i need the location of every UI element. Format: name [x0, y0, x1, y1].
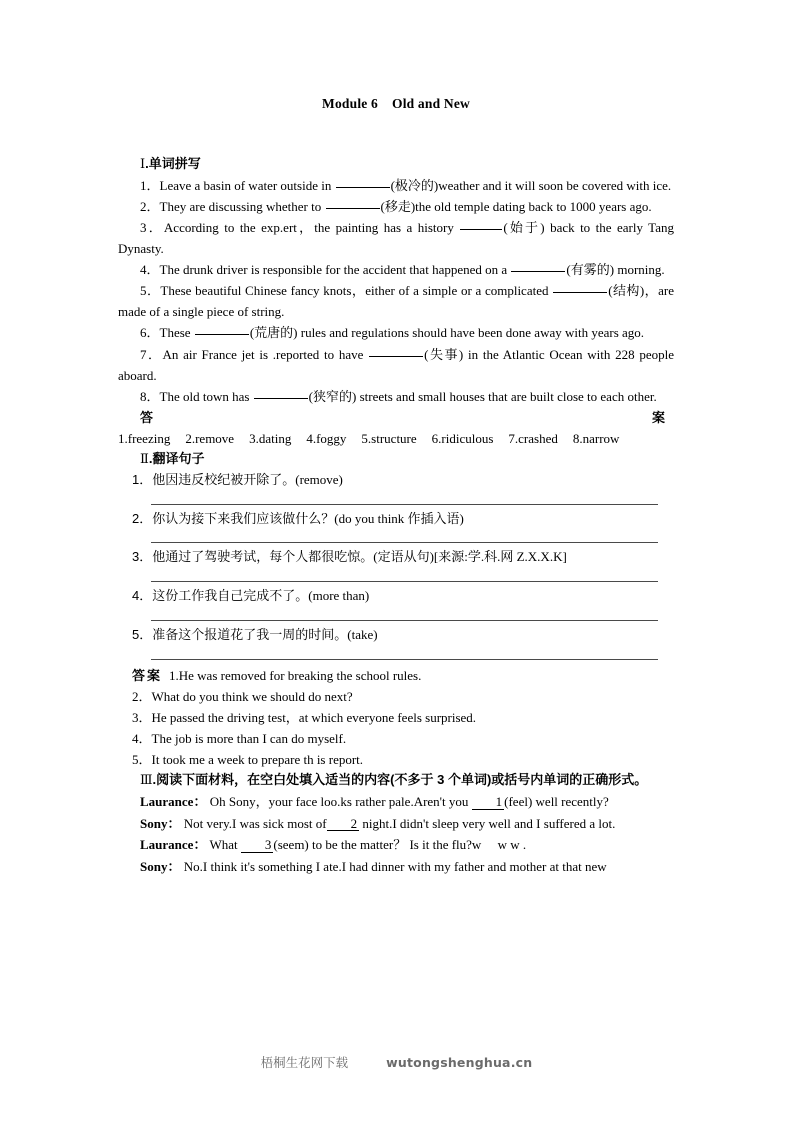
- translate-item: [118, 470, 674, 491]
- dialogue-text-before: Oh Sony，your face loo.ks rather pale.Aren't you: [206, 794, 472, 810]
- dialogue-text-after: night.I didn't sleep very well and I suffered a lot.: [359, 815, 616, 831]
- answer-item: 1.freezing: [118, 430, 171, 446]
- item-chinese: 这份工作我自己完成不了。: [152, 588, 309, 604]
- item-text-after: morning.: [614, 262, 665, 278]
- dialogue-speaker: Laurance: [140, 837, 194, 853]
- numbered-blank[interactable]: 1: [472, 795, 505, 810]
- answer-write-line[interactable]: [151, 659, 658, 660]
- section-2-answer-4: 4．The job is more than I can do myself.: [132, 731, 347, 747]
- fill-blank[interactable]: [369, 356, 423, 357]
- answer-item: 5.structure: [361, 430, 417, 446]
- answer-item: 4.foggy: [306, 430, 347, 446]
- item-number: 8．: [140, 388, 160, 404]
- item-text-before: These beautiful Chinese fancy knots，either of a simple or a complicated: [160, 283, 553, 299]
- item-text-before: Leave a basin of water outside in: [159, 178, 335, 194]
- section-1-heading: [118, 154, 674, 174]
- fill-blank[interactable]: [511, 271, 565, 272]
- item-text-before: They are discussing whether to: [159, 199, 325, 215]
- item-chinese: 他因违反校纪被开除了。: [152, 471, 296, 487]
- item-number: 7．: [140, 346, 163, 362]
- item-tag: (take): [347, 627, 378, 643]
- dialogue-text-after: (seem) to be the matter？ Is it the flu?w w w .: [273, 837, 527, 853]
- answer-write-line[interactable]: [151, 504, 658, 505]
- item-tag: (remove): [295, 471, 343, 487]
- dialogue-line: [118, 856, 674, 878]
- item-number: 1．: [132, 471, 153, 487]
- fill-blank[interactable]: [254, 398, 308, 399]
- spelling-item: [118, 217, 674, 259]
- translate-item: [118, 586, 674, 607]
- spelling-item: [118, 196, 674, 217]
- fill-blank[interactable]: [195, 334, 249, 335]
- spelling-item: [118, 259, 674, 280]
- item-chinese: 你认为接下来我们应该做什么？: [152, 510, 335, 526]
- dialogue-colon: ：: [167, 858, 181, 874]
- fill-blank[interactable]: [336, 187, 390, 188]
- dialogue-colon: ：: [193, 837, 207, 853]
- dialogue-text-before: Not very.I was sick most of: [180, 815, 327, 831]
- fill-blank[interactable]: [553, 292, 607, 293]
- item-text-before: According to the exp.ert，the painting has a history: [163, 220, 460, 236]
- item-number: 2．: [140, 199, 160, 215]
- item-chinese: 他通过了驾驶考试，每个人都很吃惊。: [152, 549, 374, 565]
- dialogue-speaker: Laurance: [140, 794, 194, 810]
- item-text-before: The drunk driver is responsible for the accident that happened on a: [159, 262, 511, 278]
- module-name: Old and New: [392, 96, 470, 111]
- spelling-item: [118, 386, 674, 407]
- dialogue-line: [118, 834, 674, 856]
- section-2-answer-2: 2．What do you think we should do next?: [132, 688, 353, 704]
- section-3-heading: [118, 770, 674, 790]
- item-number: 4．: [140, 262, 160, 278]
- answer-item: 7.crashed: [508, 430, 558, 446]
- section-2-heading: [118, 449, 674, 469]
- translate-item: [118, 509, 674, 530]
- answer-write-line[interactable]: [151, 542, 658, 543]
- dialogue-colon: ：: [193, 794, 207, 810]
- document-content: [118, 96, 674, 878]
- item-hint: (始于): [503, 220, 545, 236]
- item-text-after: in the Atlantic Ocean with 228 people aboard.: [118, 346, 674, 383]
- item-hint: (有雾的): [566, 262, 615, 278]
- page-title: [118, 96, 674, 112]
- item-text-after: streets and small houses that are built close to each other.: [356, 388, 657, 404]
- fill-blank[interactable]: [460, 229, 502, 230]
- item-chinese: 准备这个报道花了我一周的时间。: [152, 627, 348, 643]
- item-hint: (极冷的): [390, 178, 439, 194]
- numbered-blank[interactable]: 2: [327, 817, 360, 832]
- item-text-after: back to the early Tang Dynasty.: [118, 220, 674, 257]
- answer-item: 6.ridiculous: [431, 430, 494, 446]
- item-hint: (失事): [424, 346, 464, 362]
- dialogue-text-after: (feel) well recently?: [504, 794, 609, 810]
- item-tag: (定语从句)[来源:学.科.网 Z.X.X.K]: [373, 549, 567, 565]
- module-number: Module 6: [322, 96, 378, 111]
- translate-item: [118, 547, 674, 568]
- item-number: 1．: [140, 178, 160, 194]
- item-number: 3．: [140, 220, 164, 236]
- item-text-after: ，are made of a single piece of string.: [118, 283, 674, 320]
- item-text-before: An air France jet is .reported to have: [162, 346, 369, 362]
- answer-item: 2.remove: [185, 430, 235, 446]
- section-1-title: .单词拼写: [145, 156, 201, 171]
- item-hint: (结构): [608, 283, 645, 299]
- spelling-item: [118, 175, 674, 196]
- answer-item: 8.narrow: [572, 430, 620, 446]
- item-number: 3．: [132, 549, 153, 565]
- answer-label: 答案: [132, 667, 163, 683]
- dialogue-line: [118, 791, 674, 813]
- item-tag: (do you think 作插入语): [334, 510, 464, 526]
- dialogue-colon: ：: [167, 815, 181, 831]
- section-3-title: .阅读下面材料，在空白处填入适当的内容(不多于 3 个单词)或括号内单词的正确形式。: [152, 772, 648, 788]
- item-text-after: weather and it will soon be covered with ice.: [438, 178, 672, 194]
- item-tag: (more than): [308, 588, 370, 604]
- translate-item: [118, 625, 674, 646]
- item-text-before: The old town has: [159, 388, 253, 404]
- item-number: 4．: [132, 588, 153, 604]
- page-footer: [0, 1053, 793, 1071]
- section-1-answers: [118, 407, 674, 449]
- item-hint: (荒唐的): [249, 325, 298, 341]
- dialogue-text-before: What: [206, 837, 241, 853]
- item-hint: (移走): [380, 199, 416, 215]
- spelling-item: [118, 344, 674, 386]
- section-2-answer-3: 3．He passed the driving test，at which everyone feels surprised.: [132, 709, 477, 725]
- footer-source-label: 梧桐生花网下载: [260, 1055, 349, 1070]
- answer-item: 1.He was removed for breaking the school rules.: [169, 667, 422, 683]
- answer-write-line[interactable]: [151, 581, 658, 582]
- item-text-after: the old temple dating back to 1000 years ago.: [415, 199, 652, 215]
- section-3-roman: Ⅲ: [140, 772, 153, 788]
- dialogue-text-before: No.I think it's something I ate.I had dinner with my father and mother at that new: [180, 858, 607, 874]
- footer-site-url: wutongshenghua.cn: [386, 1055, 533, 1070]
- dialogue-speaker: Sony: [140, 815, 168, 831]
- section-2-title: .翻译句子: [148, 450, 205, 466]
- item-hint: (狭窄的): [308, 388, 357, 404]
- section-2-answer-1: [118, 665, 674, 686]
- section-1-roman: Ⅰ: [140, 156, 146, 171]
- item-text-before: These: [159, 325, 194, 341]
- answer-write-line[interactable]: [151, 620, 658, 621]
- numbered-blank[interactable]: 3: [241, 838, 274, 853]
- item-number: 6．: [140, 325, 160, 341]
- section-2-answer-5: 5．It took me a week to prepare th is report.: [132, 752, 364, 768]
- dialogue-speaker: Sony: [140, 858, 168, 874]
- answer-item: 3.dating: [249, 430, 292, 446]
- item-number: 5．: [140, 283, 161, 299]
- item-text-after: rules and regulations should have been done away with years ago.: [297, 325, 645, 341]
- section-2-roman: Ⅱ: [140, 450, 149, 466]
- spelling-item: [118, 280, 674, 322]
- item-number: 2．: [132, 510, 153, 526]
- dialogue-line: [118, 813, 674, 835]
- spelling-item: [118, 322, 674, 343]
- item-number: 5．: [132, 627, 153, 643]
- answer-label: 答案: [140, 409, 667, 425]
- fill-blank[interactable]: [326, 208, 380, 209]
